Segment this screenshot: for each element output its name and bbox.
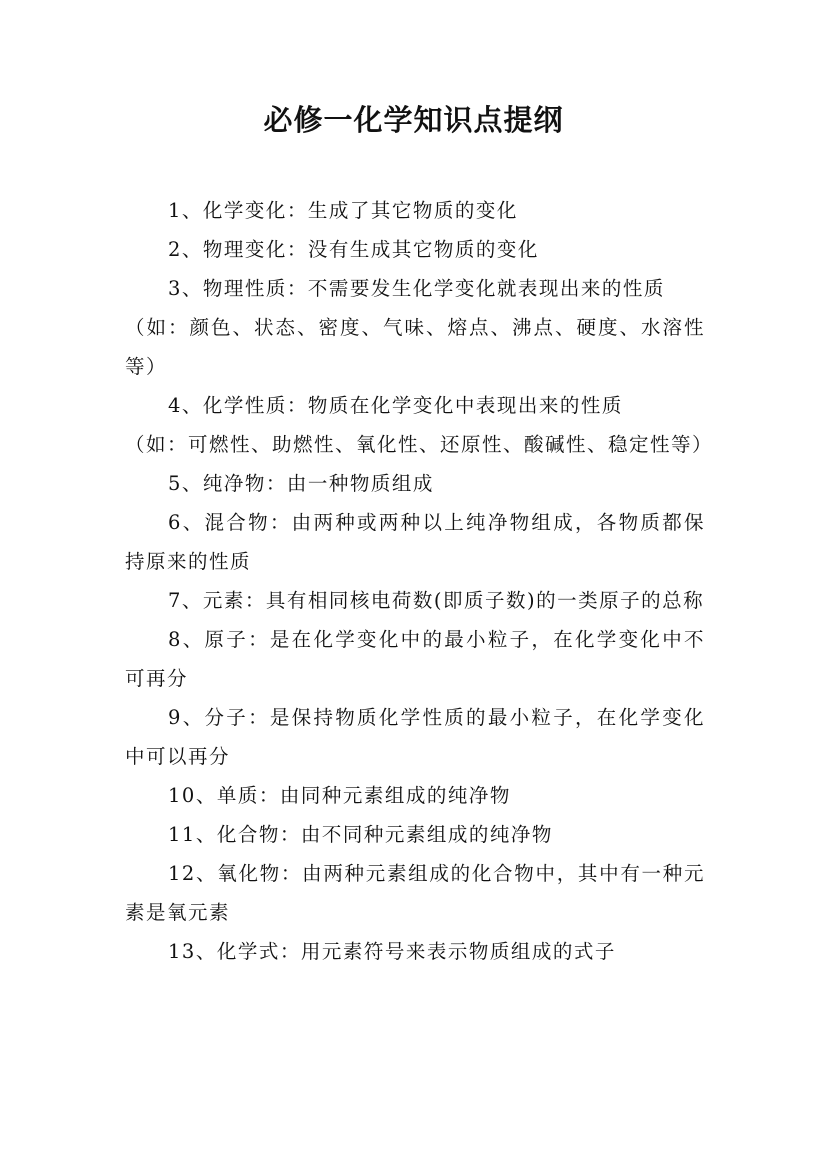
- item-7: 7、元素：具有相同核电荷数(即质子数)的一类原子的总称: [168, 589, 705, 612]
- item-4: 4、化学性质：物质在化学变化中表现出来的性质: [168, 394, 623, 417]
- item-3-examples: （如：颜色、状态、密度、气味、熔点、沸点、硬度、水溶性等）: [125, 316, 705, 378]
- item-6: 6、混合物：由两种或两种以上纯净物组成，各物质都保持原来的性质: [125, 511, 705, 573]
- item-8: 8、原子：是在化学变化中的最小粒子，在化学变化中不可再分: [125, 628, 705, 690]
- item-13: 13、化学式：用元素符号来表示物质组成的式子: [168, 940, 616, 963]
- document-title: 必修一化学知识点提纲: [263, 103, 564, 137]
- item-3: 3、物理性质：不需要发生化学变化就表现出来的性质: [168, 277, 665, 300]
- item-2: 2、物理变化：没有生成其它物质的变化: [168, 238, 539, 261]
- item-9: 9、分子：是保持物质化学性质的最小粒子，在化学变化中可以再分: [125, 706, 705, 768]
- item-1: 1、化学变化：生成了其它物质的变化: [168, 199, 518, 222]
- item-4-examples: （如：可燃性、助燃性、氧化性、还原性、酸碱性、稳定性等）: [125, 433, 714, 456]
- item-5: 5、纯净物：由一种物质组成: [168, 472, 434, 495]
- item-12: 12、氧化物：由两种元素组成的化合物中，其中有一种元素是氧元素: [125, 862, 705, 924]
- item-11: 11、化合物：由不同种元素组成的纯净物: [168, 823, 553, 846]
- item-10: 10、单质：由同种元素组成的纯净物: [168, 784, 511, 807]
- document-body: [125, 191, 714, 971]
